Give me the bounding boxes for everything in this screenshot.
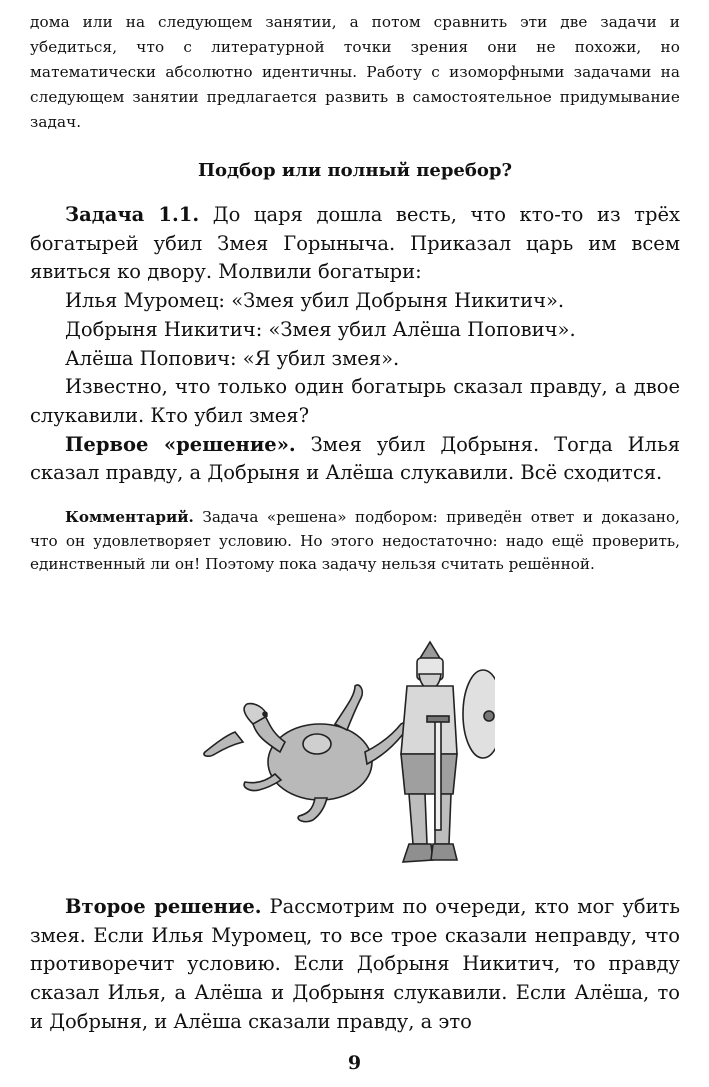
problem-text: До царя дошла весть, что кто-то из трёх богатырей убил Змея Горыныча. Приказал царь им всем явиться ко двору. Молвили богатыри:: [30, 203, 680, 284]
dragon-figure: [204, 685, 407, 822]
comment-label: Комментарий.: [65, 508, 194, 527]
second-solution-paragraph: [30, 893, 680, 1037]
second-solution-block: [30, 893, 680, 1037]
page-content: [30, 0, 680, 577]
statement-alesha: Алёша Попович: «Я убил змея».: [65, 346, 400, 370]
problem-paragraph: [30, 201, 680, 287]
first-solution-paragraph: [30, 431, 680, 488]
comment-text: Задача «решена» подбором: приведён ответ и доказано, что он удовлетворяет условию. Но этого недостаточно: надо ещё проверить, единственный ли он! Поэтому пока задачу нельзя считать решённой.: [30, 508, 680, 574]
comment-paragraph: [30, 506, 680, 577]
knight-figure: [401, 642, 495, 862]
intro-paragraph: дома или на следующем занятии, а потом сравнить эти две задачи и убедиться, что с литературной точки зрения они не похожи, но математически абсолютно идентичны. Работу с изоморфными задачами на следующем занятии предлагается развить в самостоятельное придумывание задач.: [30, 13, 680, 131]
statement-ilya: Илья Муромец: «Змея убил Добрыня Никитич».: [65, 289, 565, 313]
first-solution-text: Змея убил Добрыня. Тогда Илья сказал правду, а Добрыня и Алёша слукавили. Всё сходится.: [30, 432, 680, 485]
second-solution-label: Второе решение.: [65, 895, 262, 918]
statement-dobrynya: Добрыня Никитич: «Змея убил Алёша Попович».: [65, 317, 576, 341]
first-solution-label: Первое «решение».: [65, 432, 296, 456]
problem-label: Задача 1.1.: [65, 203, 200, 226]
bogatyr-and-dragon-illustration: [195, 624, 495, 879]
condition-paragraph: Известно, что только один богатырь сказал правду, а двое слукавили. Кто убил змея?: [30, 375, 680, 427]
page-number: 9: [347, 1052, 362, 1074]
section-heading: Подбор или полный перебор?: [197, 160, 513, 181]
problem-block: [30, 201, 680, 488]
second-solution-text: Рассмотрим по очереди, кто мог убить змея. Если Илья Муромец, то все трое сказали неправду, что противоречит условию. Если Добрыня Никитич, то правду сказал Илья, а Алёша и Добрыня слукавили. Если Алёша, то и Добрыня, и Алёша сказали правду, а это: [30, 895, 680, 1033]
